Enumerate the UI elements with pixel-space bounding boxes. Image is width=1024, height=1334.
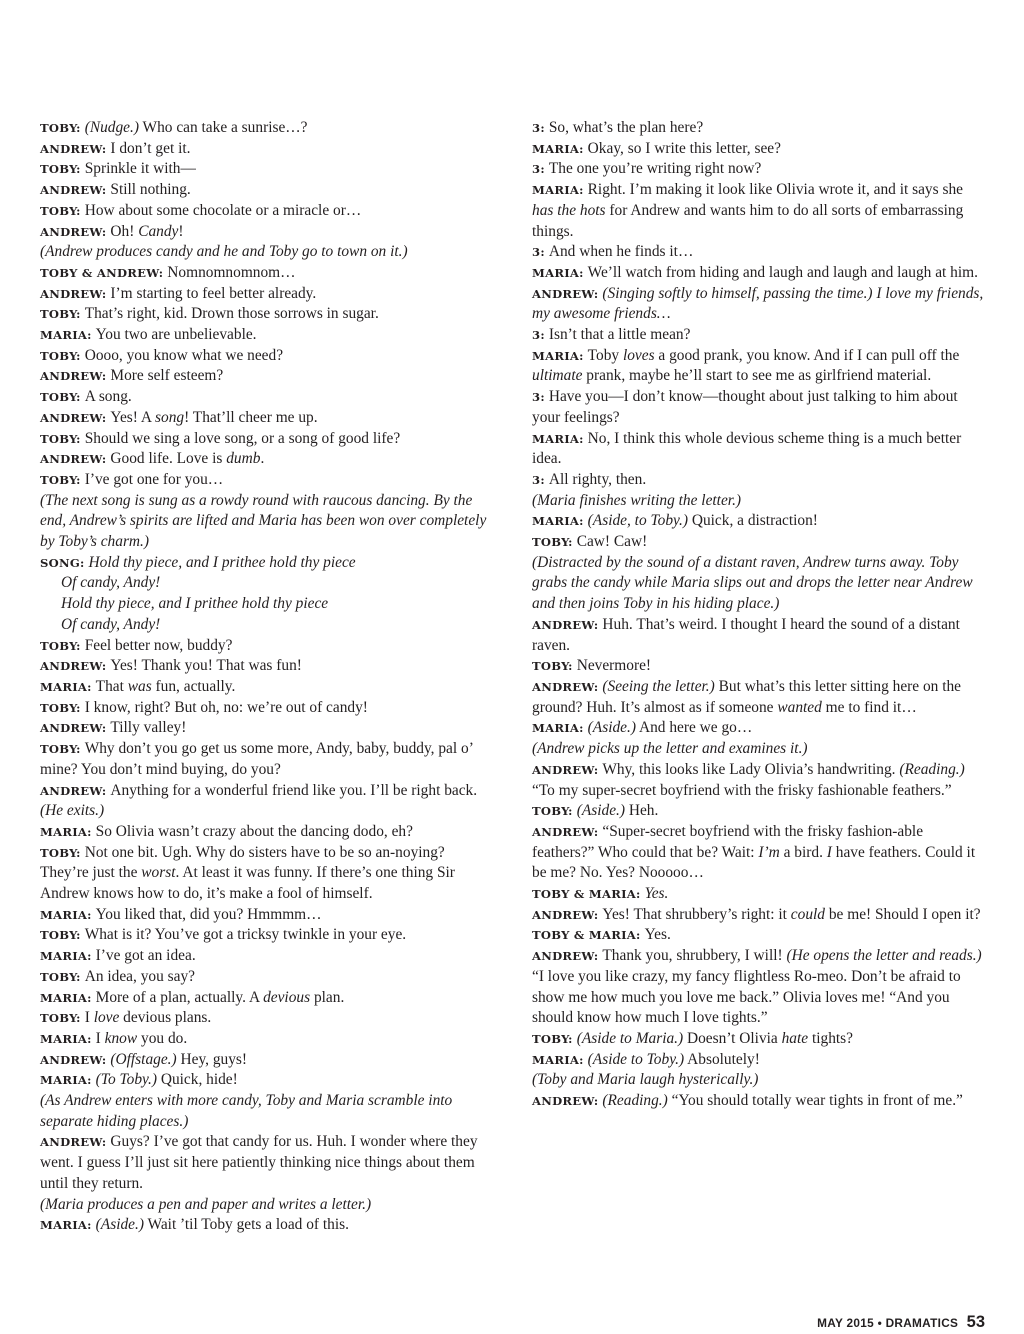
stage-direction-text: (Andrew picks up the letter and examines it.) [532, 740, 808, 758]
dialogue-line [40, 263, 493, 284]
italic-text: (Reading.) [602, 1092, 668, 1110]
line-text: me to find it… [821, 698, 917, 716]
italic-text: could [790, 905, 825, 923]
speaker-name: MARIA: [40, 990, 92, 1005]
dialogue-line [532, 387, 985, 428]
stage-direction-text: (Maria produces a pen and paper and writes a letter.) [40, 1195, 372, 1213]
speaker-name: MARIA: [40, 1218, 92, 1233]
stage-direction-text: (Distracted by the sound of a distant raven, Andrew turns away. Toby grabs the candy while Maria slips out and drops the letter near Andrew and then joins Toby in his hiding place.) [532, 553, 973, 613]
dialogue-line [40, 656, 493, 677]
line-text: Still nothing. [110, 181, 191, 199]
speaker-name: ANDREW: [532, 1094, 599, 1109]
speaker-name: TOBY: [40, 969, 81, 984]
lyric-text: Of candy, Andy! [61, 615, 161, 633]
lyric-text: Hold thy piece, and I prithee hold thy piece [61, 595, 329, 613]
speaker-name: 3: [532, 121, 545, 135]
line-text: I don’t get it. [110, 139, 191, 157]
line-text: All righty, then. [548, 470, 647, 488]
line-text: Guys? I’ve got that candy for us. Huh. I wonder where they went. I guess I’ll just sit here patiently thinking nice things about them until they return. [40, 1133, 478, 1192]
line-text: Absolutely! [684, 1050, 760, 1068]
dialogue-line [40, 180, 493, 201]
dialogue-line [40, 925, 493, 946]
speaker-name: TOBY: [532, 535, 573, 550]
line-text: Toby [587, 346, 623, 364]
speaker-name: TOBY: [532, 804, 573, 819]
stage-direction [40, 1195, 493, 1216]
line-text: Yes! Thank you! That was fun! [110, 657, 302, 675]
speaker-name: 3: [532, 472, 545, 487]
script-column-left [40, 118, 493, 1236]
dialogue-line [532, 139, 985, 160]
italic-text: worst [141, 864, 176, 882]
line-text: Okay, so I write this letter, see? [587, 139, 781, 157]
line-text: You two are unbelievable. [95, 326, 257, 344]
speaker-name: MARIA: [532, 514, 584, 529]
line-text: Wait ’til Toby gets a load of this. [143, 1216, 349, 1234]
line-text: Anything for a wonderful friend like you. I’ll be right back. [110, 781, 478, 799]
dialogue-line [40, 139, 493, 160]
line-text: “Super-secret boyfriend with the frisky fashion-able feathers?” Who could that be? Wait: [532, 822, 924, 861]
line-text: “To my super-secret boyfriend with the frisky fashionable feathers.” [532, 781, 952, 799]
italic-text: has the hots [532, 201, 606, 219]
italic-text: ultimate [532, 367, 583, 385]
line-text: Yes. [644, 926, 671, 944]
italic-text: (Reading.) [899, 760, 965, 778]
page-number: 53 [966, 1313, 985, 1331]
speaker-name: 3: [532, 245, 545, 260]
dialogue-line [40, 429, 493, 450]
italic-text: (He exits.) [40, 802, 105, 820]
dialogue-line [532, 946, 985, 1029]
dialogue-line [40, 1070, 493, 1091]
line-text: Quick, a distraction! [688, 512, 818, 530]
dialogue-line [532, 159, 985, 180]
line-text: An idea, you say? [84, 967, 195, 985]
line-text: Feel better now, buddy? [84, 636, 233, 654]
dialogue-line [532, 760, 985, 801]
speaker-name: 3: [532, 328, 545, 343]
line-text: What is it? You’ve got a tricksy twinkle in your eye. [84, 926, 407, 944]
speaker-name: MARIA: [40, 1073, 92, 1088]
dialogue-line [532, 470, 985, 491]
speaker-name: ANDREW: [40, 141, 107, 156]
speaker-name: TOBY: [532, 1031, 573, 1046]
line-text: you do. [137, 1029, 188, 1047]
dialogue-line [532, 1050, 985, 1071]
dialogue-line [40, 387, 493, 408]
dialogue-line [40, 553, 493, 574]
italic-text: I’m [758, 843, 780, 861]
line-text: Caw! Caw! [576, 533, 648, 551]
line-text: Thank you, shrubbery, I will! [602, 947, 787, 965]
line-text: Why, this looks like Lady Olivia’s handwriting. [602, 760, 900, 778]
dialogue-line [532, 118, 985, 139]
italic-text: (Aside to Maria.) [576, 1029, 684, 1047]
line-text: Should we sing a love song, or a song of good life? [84, 429, 401, 447]
speaker-name: MARIA: [40, 1031, 92, 1046]
line-text: And here we go… [635, 719, 753, 737]
dialogue-line [532, 511, 985, 532]
italic-text: (Aside, to Toby.) [587, 512, 688, 530]
dialogue-line [40, 781, 493, 822]
italic-text: dumb [226, 450, 261, 468]
speaker-name: ANDREW: [40, 286, 107, 301]
dialogue-line [40, 988, 493, 1009]
italic-text: (Aside.) [576, 802, 625, 820]
speaker-name: TOBY: [40, 307, 81, 322]
speaker-name: TOBY: [40, 638, 81, 653]
speaker-name: TOBY: [40, 1011, 81, 1026]
dialogue-line [532, 242, 985, 263]
speaker-name: ANDREW: [40, 721, 107, 736]
line-text: have feathers. Could it be me? No. Yes? Nooooo… [532, 843, 976, 882]
dialogue-line [40, 698, 493, 719]
dialogue-line [40, 822, 493, 843]
stage-direction [40, 242, 493, 263]
speaker-name: SONG: [40, 555, 85, 570]
italic-text: song [155, 408, 185, 426]
dialogue-line [40, 946, 493, 967]
speaker-name: ANDREW: [40, 224, 107, 239]
italic-text: was [127, 677, 152, 695]
dialogue-line [40, 1008, 493, 1029]
dialogue-line [40, 118, 493, 139]
dialogue-line [532, 325, 985, 346]
speaker-name: MARIA: [532, 183, 584, 198]
stage-direction [40, 491, 493, 553]
speaker-name: TOBY: [40, 431, 81, 446]
stage-direction-text: (Maria finishes writing the letter.) [532, 491, 742, 509]
speaker-name: TOBY: [40, 162, 81, 177]
speaker-name: MARIA: [532, 265, 584, 280]
dialogue-line [40, 201, 493, 222]
stage-direction [532, 491, 985, 512]
dialogue-line [532, 884, 985, 905]
italic-text: (Nudge.) [84, 119, 139, 136]
dialogue-line [532, 532, 985, 553]
dialogue-line [40, 1132, 493, 1194]
dialogue-line [40, 408, 493, 429]
line-text: So, what’s the plan here? [548, 119, 704, 136]
line-text: The one you’re writing right now? [548, 160, 762, 178]
line-text: Who can take a sunrise…? [138, 119, 308, 136]
dialogue-line [40, 1215, 493, 1236]
line-text: Heh. [625, 802, 659, 820]
dialogue-line [40, 739, 493, 780]
line-text: I know, right? But oh, no: we’re out of candy! [84, 698, 368, 716]
line-text: tights? [808, 1029, 853, 1047]
speaker-name: TOBY: [40, 348, 81, 363]
stage-direction-text: (As Andrew enters with more candy, Toby and Maria scramble into separate hiding places.) [40, 1092, 453, 1130]
dialogue-line [532, 905, 985, 926]
line-text: Huh. That’s weird. I thought I heard the sound of a distant raven. [532, 615, 960, 654]
dialogue-line [532, 656, 985, 677]
italic-text: Candy [138, 222, 179, 240]
italic-text: love [93, 1009, 120, 1027]
speaker-name: MARIA: [40, 907, 92, 922]
lyric-text: Of candy, Andy! [61, 574, 161, 592]
line-text: Isn’t that a little mean? [548, 326, 691, 344]
line-text: “You should totally wear tights in front of me.” [667, 1092, 963, 1110]
dialogue-line [40, 325, 493, 346]
dialogue-line [40, 470, 493, 491]
line-text: Doesn’t Olivia [683, 1029, 782, 1047]
speaker-name: ANDREW: [40, 659, 107, 674]
line-text: I [84, 1009, 94, 1027]
dialogue-line [532, 1029, 985, 1050]
dialogue-line [532, 1091, 985, 1112]
speaker-name: MARIA: [532, 721, 584, 736]
dialogue-line [532, 284, 985, 325]
line-text: I’ve got one for you… [84, 470, 224, 488]
speaker-name: TOBY & MARIA: [532, 887, 641, 902]
line-text: Sprinkle it with— [84, 160, 196, 178]
speaker-name: ANDREW: [40, 410, 107, 425]
line-text: So Olivia wasn’t crazy about the dancing dodo, eh? [95, 822, 413, 840]
speaker-name: MARIA: [532, 348, 584, 363]
dialogue-line [40, 449, 493, 470]
speaker-name: MARIA: [532, 1052, 584, 1067]
line-text: Yes! That shrubbery’s right: it [602, 905, 791, 923]
line-text: And when he finds it… [548, 243, 694, 261]
italic-text: wanted [777, 698, 822, 716]
song-lyric-line [40, 573, 493, 594]
line-text: You liked that, did you? Hmmmm… [95, 905, 322, 923]
italic-text: devious [263, 988, 311, 1006]
line-text: plan. [310, 988, 345, 1006]
dialogue-line [40, 159, 493, 180]
speaker-name: TOBY: [532, 659, 573, 674]
dialogue-line [532, 263, 985, 284]
speaker-name: MARIA: [40, 824, 92, 839]
italic-text: (Offstage.) [110, 1050, 177, 1068]
dialogue-line [532, 801, 985, 822]
line-text: No, I think this whole devious scheme thing is a much better idea. [532, 429, 962, 468]
speaker-name: TOBY: [40, 742, 81, 757]
speaker-name: TOBY: [40, 203, 81, 218]
dialogue-line [40, 1029, 493, 1050]
line-text: How about some chocolate or a miracle or… [84, 201, 362, 219]
song-lyric-line [40, 594, 493, 615]
line-text: for Andrew and wants him to do all sorts of embarrassing things. [532, 201, 964, 240]
dialogue-line [532, 429, 985, 470]
speaker-name: ANDREW: [40, 1052, 107, 1067]
dialogue-line [532, 718, 985, 739]
line-text: ! That’ll cheer me up. [184, 408, 318, 426]
speaker-name: MARIA: [532, 141, 584, 156]
dialogue-line [532, 346, 985, 387]
line-text: a bird. [779, 843, 827, 861]
line-text: prank, maybe he’ll start to see me as girlfriend material. [582, 367, 932, 385]
stage-direction-text: (Toby and Maria laugh hysterically.) [532, 1071, 759, 1089]
script-column-right [532, 118, 985, 1112]
stage-direction [532, 739, 985, 760]
line-text: Nevermore! [576, 657, 652, 675]
italic-text: I [826, 843, 832, 861]
dialogue-line [40, 967, 493, 988]
speaker-name: MARIA: [40, 949, 92, 964]
line-text: Quick, hide! [156, 1071, 238, 1089]
line-text: But what’s this letter sitting here on the ground? Huh. It’s almost as if someone [532, 677, 962, 716]
speaker-name: MARIA: [532, 431, 584, 446]
stage-direction [532, 1070, 985, 1091]
speaker-name: ANDREW: [532, 762, 599, 777]
italic-text: Yes. [644, 885, 669, 903]
speaker-name: ANDREW: [532, 824, 599, 839]
line-text: Have you—I don’t know—thought about just talking to him about your feelings? [532, 388, 958, 426]
dialogue-line [40, 843, 493, 905]
speaker-name: MARIA: [40, 679, 92, 694]
line-text: Yes! A [110, 408, 156, 426]
speaker-name: TOBY: [40, 472, 81, 487]
speaker-name: TOBY & ANDREW: [40, 265, 164, 280]
italic-text: (Seeing the letter.) [602, 677, 715, 695]
italic-text: (To Toby.) [95, 1071, 157, 1089]
dialogue-line [40, 1050, 493, 1071]
speaker-name: MARIA: [40, 328, 92, 343]
speaker-name: TOBY: [40, 700, 81, 715]
speaker-name: ANDREW: [40, 183, 107, 198]
italic-text: (Singing softly to himself, passing the time.) I love my friends, my awesome friends… [532, 284, 984, 323]
italic-text: (Aside to Toby.) [587, 1050, 685, 1068]
issue-label: MAY 2015 • DRAMATICS [817, 1316, 959, 1330]
speaker-name: ANDREW: [532, 949, 599, 964]
speaker-name: TOBY: [40, 390, 81, 405]
dialogue-line [40, 718, 493, 739]
italic-text: loves [622, 346, 655, 364]
speaker-name: ANDREW: [40, 783, 107, 798]
line-text: More self esteem? [110, 367, 224, 385]
line-text: be me! Should I open it? [825, 905, 981, 923]
line-text: That [95, 677, 128, 695]
dialogue-line [40, 905, 493, 926]
italic-text: know [104, 1029, 138, 1047]
line-text: Good life. Love is [110, 450, 227, 468]
italic-text: (Aside.) [587, 719, 636, 737]
line-text: Tilly valley! [110, 719, 187, 737]
dialogue-line [532, 677, 985, 718]
speaker-name: ANDREW: [532, 907, 599, 922]
dialogue-line [532, 822, 985, 884]
speaker-name: ANDREW: [40, 369, 107, 384]
line-text: Not one bit. Ugh. Why do sisters have to be so an-noying? They’re just the [40, 843, 445, 882]
line-text: a good prank, you know. And if I can pull off the [654, 346, 960, 364]
italic-text: Hold thy piece, and I prithee hold thy piece [88, 553, 356, 571]
page-footer [790, 1313, 985, 1332]
speaker-name: ANDREW: [40, 1135, 107, 1150]
stage-direction [532, 553, 985, 615]
line-text: ! [178, 222, 184, 240]
dialogue-line [532, 180, 985, 242]
line-text: Oooo, you know what we need? [84, 346, 284, 364]
dialogue-line [40, 366, 493, 387]
line-text: I [95, 1029, 105, 1047]
line-text: Why don’t you go get us some more, Andy, baby, buddy, pal o’ mine? You don’t mind buying, do you? [40, 740, 473, 778]
speaker-name: ANDREW: [40, 452, 107, 467]
line-text: A song. [84, 388, 132, 406]
line-text: fun, actually. [151, 677, 236, 695]
line-text: devious plans. [119, 1009, 212, 1027]
dialogue-line [40, 284, 493, 305]
line-text: Oh! [110, 222, 139, 240]
line-text: “I love you like crazy, my fancy flightless Ro-meo. Don’t be afraid to show me how much you love me back.” Olivia loves me! “And you should know how much I love tights.” [532, 967, 961, 1027]
line-text: . [260, 450, 265, 468]
speaker-name: 3: [532, 390, 545, 405]
line-text: I’m starting to feel better already. [110, 284, 317, 302]
line-text: . At least it was funny. If there’s one thing Sir Andrew knows how to do, it’s make a fool of himself. [40, 864, 455, 903]
dialogue-line [532, 925, 985, 946]
line-text: Right. I’m making it look like Olivia wrote it, and it says she [587, 181, 963, 199]
line-text: That’s right, kid. Drown those sorrows in sugar. [84, 305, 379, 323]
line-text: Nomnomnomnom… [167, 263, 296, 281]
speaker-name: 3: [532, 162, 545, 177]
stage-direction [40, 1091, 493, 1132]
speaker-name: ANDREW: [532, 617, 599, 632]
italic-text: hate [781, 1029, 809, 1047]
speaker-name: TOBY: [40, 121, 81, 135]
dialogue-line [532, 615, 985, 656]
line-text: We’ll watch from hiding and laugh and laugh and laugh at him. [587, 263, 978, 281]
italic-text: (He opens the letter and reads.) [786, 947, 982, 965]
line-text: I’ve got an idea. [95, 947, 196, 965]
dialogue-line [40, 222, 493, 243]
line-text: Hey, guys! [176, 1050, 248, 1068]
speaker-name: TOBY: [40, 928, 81, 943]
dialogue-line [40, 304, 493, 325]
speaker-name: TOBY: [40, 845, 81, 860]
speaker-name: TOBY & MARIA: [532, 928, 641, 943]
song-lyric-line [40, 615, 493, 636]
line-text: More of a plan, actually. A [95, 988, 264, 1006]
speaker-name: ANDREW: [532, 286, 599, 301]
dialogue-line [40, 636, 493, 657]
speaker-name: ANDREW: [532, 679, 599, 694]
stage-direction-text: (The next song is sung as a rowdy round with raucous dancing. By the end, Andrew’s spirits are lifted and Maria has been won over completely by Toby’s charm.) [40, 491, 487, 551]
dialogue-line [40, 677, 493, 698]
italic-text: (Aside.) [95, 1216, 144, 1234]
dialogue-line [40, 346, 493, 367]
stage-direction-text: (Andrew produces candy and he and Toby go to town on it.) [40, 243, 408, 261]
